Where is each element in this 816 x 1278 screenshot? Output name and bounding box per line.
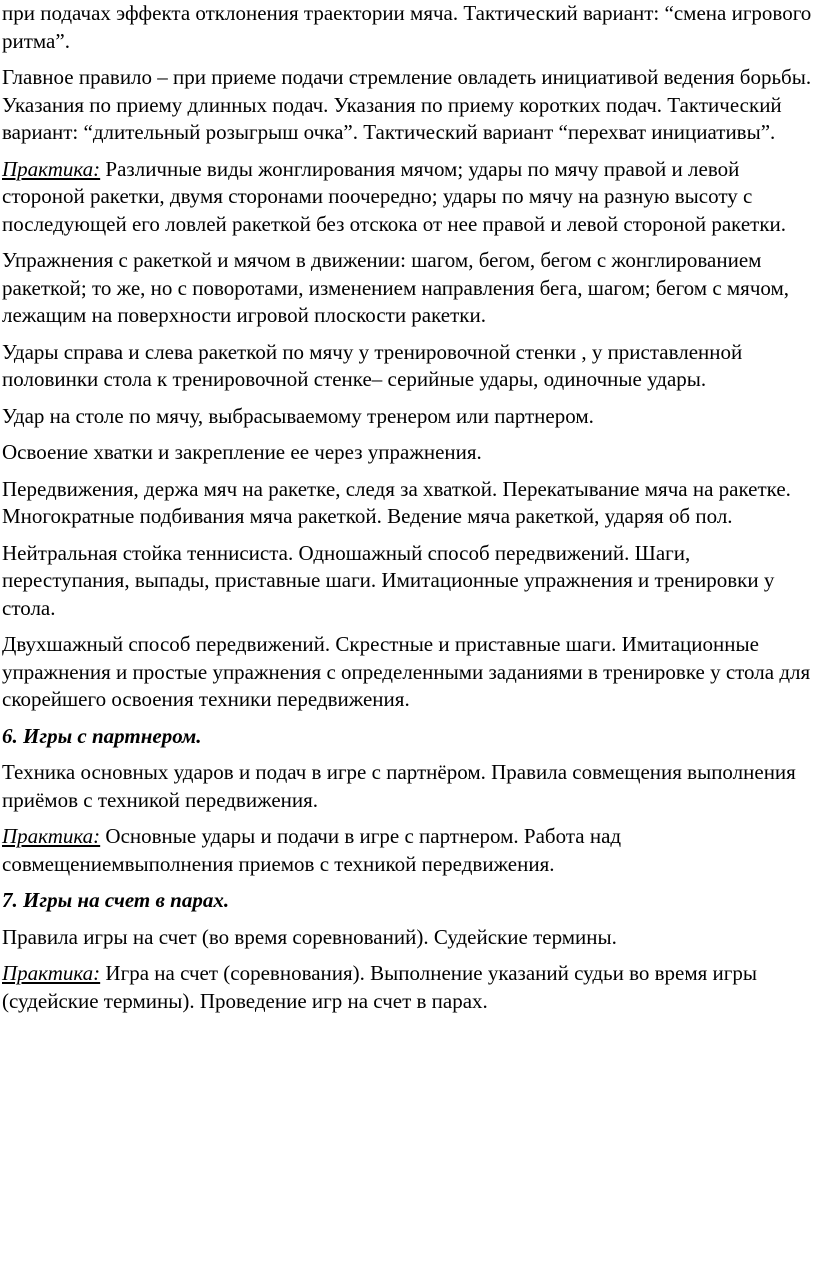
paragraph-text: Освоение хватки и закрепление ее через упражнения. (2, 440, 482, 464)
paragraph-serve-reception (2, 64, 816, 147)
paragraph-practice-partner (2, 823, 816, 878)
paragraph-serve-tactics (2, 0, 816, 55)
paragraph-text: Правила игры на счет (во время соревнований). Судейские термины. (2, 924, 617, 949)
paragraph-text: Упражнения с ракеткой и мячом в движении: шагом, бегом, бегом с жонглированием ракеткой; то же, но с поворотами, изменением направления бега, шагом; бегом с мячом, лежащим на поверхности игровой плоскости ракетки. (2, 248, 790, 327)
paragraph-text: Передвижения, держа мяч на ракетке, следя за хваткой. Перекатывание мяча на ракетке. Многократные подбивания мяча ракеткой. Ведение мяча ракеткой, ударяя об пол. (2, 476, 791, 528)
paragraph-wall-strikes (2, 339, 816, 394)
paragraph-text: Основные удары и подачи в игре с партнером. Работа над совмещениемвыполнения приемов с техникой передвижения. (2, 824, 622, 876)
paragraph-practice-score (2, 960, 816, 1015)
paragraph-table-strike (2, 403, 816, 431)
paragraph-text: Главное правило – при приеме подачи стремление овладеть инициативой ведения борьбы. Указания по приему длинных подач. Указания по приему коротких подач. Тактический вариант: “длительный розыгрыш очка”. Тактический вариант “перехват инициативы”. (2, 65, 812, 144)
practice-label: Практика: (2, 824, 101, 848)
paragraph-partner-technique (2, 759, 816, 814)
paragraph-text: Игра на счет (соревнования). Выполнение указаний судьи во время игры (судейские термины). Проведение игр на счет в парах. (2, 961, 758, 1013)
paragraph-movement-exercises (2, 247, 816, 330)
paragraph-text: Нейтральная стойка теннисиста. Одношажный способ передвижений. Шаги, переступания, выпады, приставные шаги. Имитационные упражнения и тренировки у стола. (2, 540, 775, 620)
practice-label: Практика: (2, 961, 101, 985)
paragraph-text: Удар на столе по мячу, выбрасываемому тренером или партнером. (2, 403, 594, 428)
heading-text: 6. Игры с партнером. (2, 723, 202, 748)
paragraph-practice-juggling (2, 156, 816, 239)
paragraph-text: при подачах эффекта отклонения траектории мяча. Тактический вариант: “смена игрового ритма”. (2, 1, 812, 53)
section-heading-score-games (2, 887, 816, 915)
paragraph-text: Различные виды жонглирования мячом; удары по мячу правой и левой стороной ракетки, двумя сторонами поочередно; удары по мячу на разную высоту с последующей его ловлей ракеткой без отскока от нее правой и левой стороной ракетки. (2, 156, 787, 236)
heading-text: 7. Игры на счет в парах. (2, 888, 230, 912)
paragraph-text: Техника основных ударов и подач в игре с партнёром. Правила совмещения выполнения приёмов с техникой передвижения. (2, 760, 796, 812)
paragraph-text: Удары справа и слева ракеткой по мячу у тренировочной стенки , у приставленной половинки стола к тренировочной стенке– серийные удары, одиночные удары. (2, 339, 743, 391)
paragraph-text: Двухшажный способ передвижений. Скрестные и приставные шаги. Имитационные упражнения и простые упражнения с определенными заданиями в тренировке у стола для скорейшего освоения техники передвижения. (2, 632, 811, 711)
paragraph-ball-on-racket (2, 476, 816, 531)
paragraph-two-step (2, 631, 816, 714)
section-heading-partner-games (2, 723, 816, 751)
paragraph-grip (2, 439, 816, 467)
practice-label: Практика: (2, 156, 101, 181)
paragraph-neutral-stance (2, 540, 816, 623)
paragraph-score-rules (2, 924, 816, 952)
